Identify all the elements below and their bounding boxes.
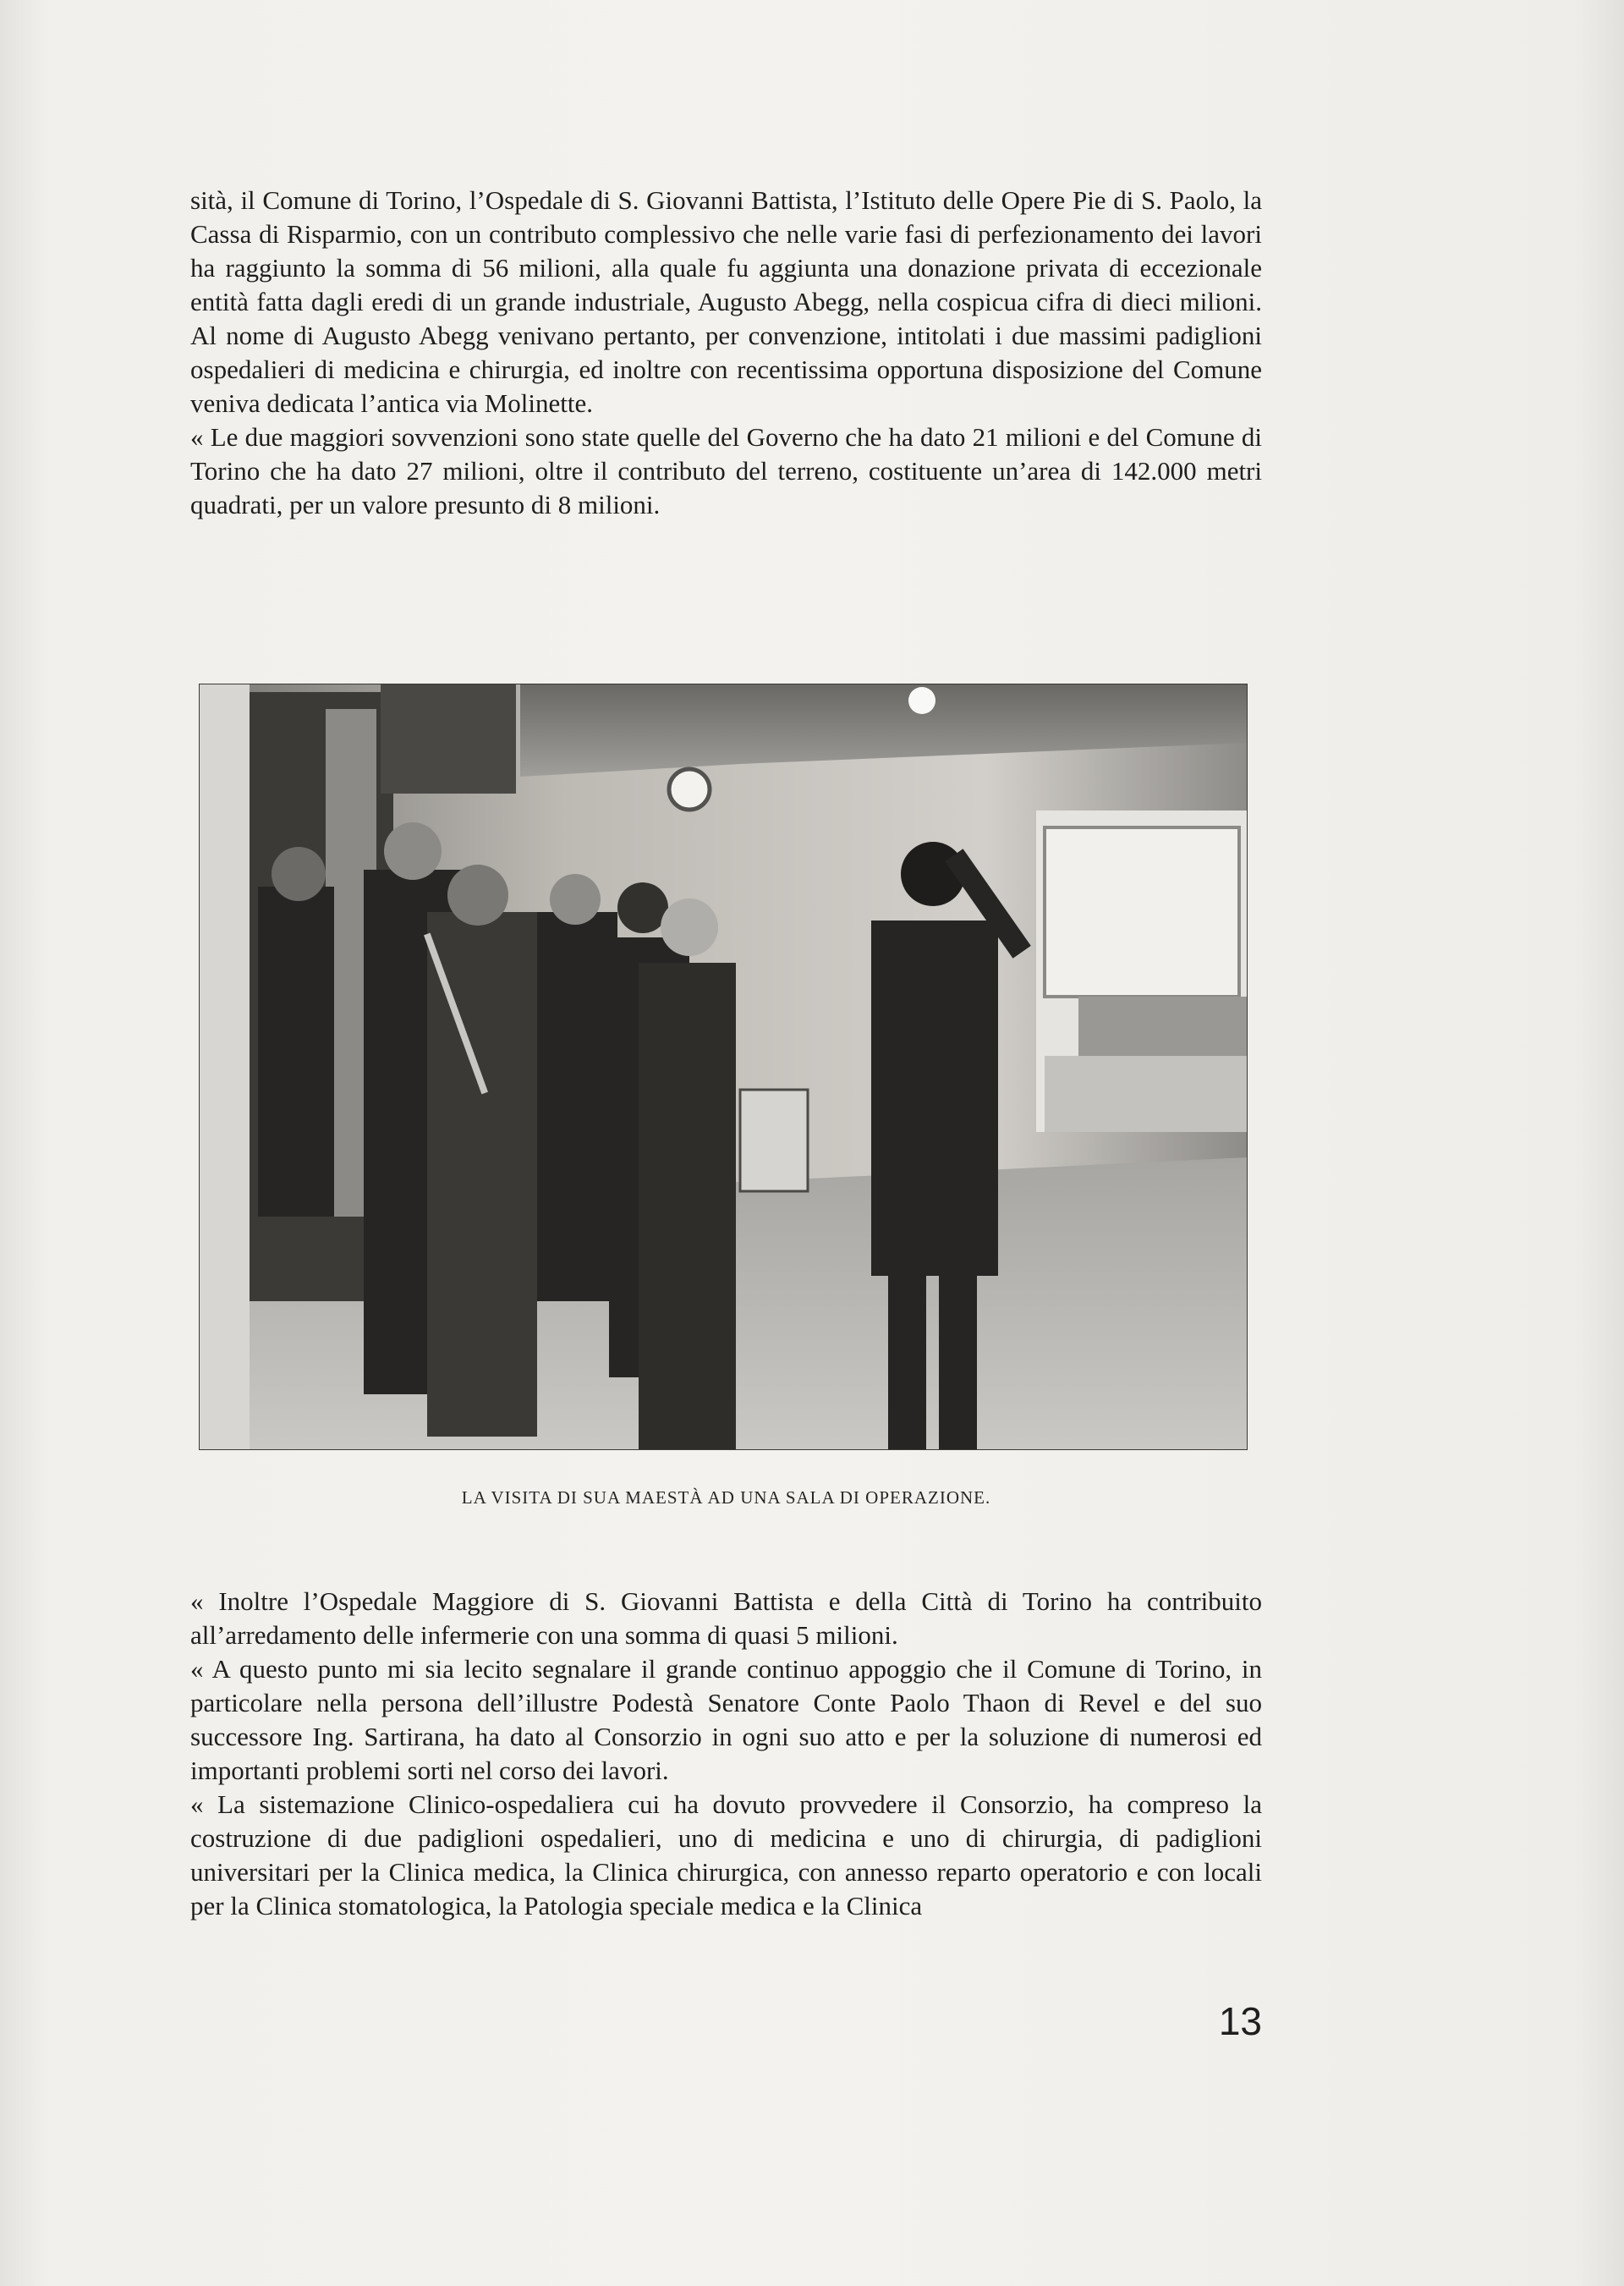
photograph [199,684,1248,1450]
page-number: 13 [1218,1999,1262,2043]
photo-caption: LA VISITA DI SUA MAESTÀ AD UNA SALA DI OPERAZIONE. [461,1487,991,1508]
body-text-bottom [190,1585,1262,1923]
paragraph: « A questo punto mi sia lecito segnalare il grande continuo appoggio che il Comune di Torino, in particolare nella persona dell’illustre Podestà Senatore Conte Paolo Thaon di Revel e del suo successore Ing. Sartirana, ha dato al Consorzio in ogni suo atto e per la soluzione di numerosi ed importanti problemi sorti nel corso dei lavori. [190,1654,1262,1785]
paragraph: « Inoltre l’Ospedale Maggiore di S. Giovanni Battista e della Città di Torino ha contribuito all’arredamento delle infermerie con una somma di quasi 5 milioni. [190,1586,1262,1650]
body-text-top [190,184,1262,522]
paragraph: sità, il Comune di Torino, l’Ospedale di S. Giovanni Battista, l’Istituto delle Opere Pie di S. Paolo, la Cassa di Risparmio, con un contributo complessivo che nelle varie fasi di perfezionamento dei lavori ha raggiunto la somma di 56 milioni, alla quale fu aggiunta una donazione privata di eccezionale entità fatta dagli eredi di un grande industriale, Augusto Abegg, nella cospicua cifra di dieci milioni. Al nome di Augusto Abegg venivano pertanto, per convenzione, intitolati i due massimi padiglioni ospedalieri di medicina e chirurgia, ed inoltre con recentissima opportuna disposizione del Comune veniva dedicata l’antica via Molinette. [190,185,1262,418]
paragraph: « La sistemazione Clinico-ospedaliera cui ha dovuto provvedere il Consorzio, ha compreso la costruzione di due padiglioni ospedalieri, uno di medicina e uno di chirurgia, di padiglioni universitari per la Clinica medica, la Clinica chirurgica, con annesso reparto operatorio e con locali per la Clinica stomatologica, la Patologia speciale medica e la Clinica [190,1789,1262,1921]
photograph-icon [199,684,1248,1450]
paragraph: « Le due maggiori sovvenzioni sono state quelle del Governo che ha dato 21 milioni e del Comune di Torino che ha dato 27 milioni, oltre il contributo del terreno, costituente un’area di 142.000 metri quadrati, per un valore presunto di 8 milioni. [190,422,1262,519]
